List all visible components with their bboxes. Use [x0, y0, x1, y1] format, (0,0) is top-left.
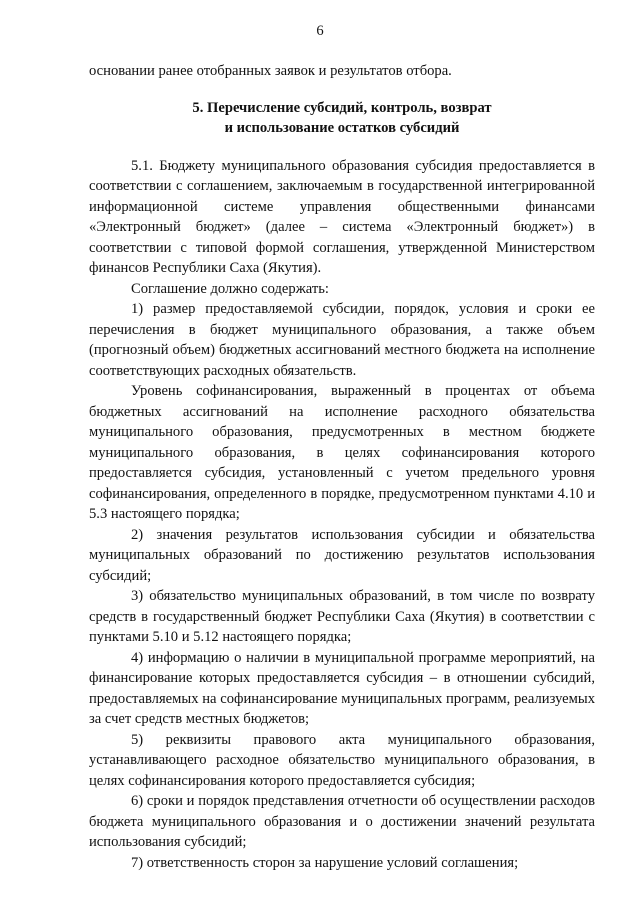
paragraph-item-6: 6) сроки и порядок представления отчетности об осуществлении расходов бюджета муниципального образования и о достижении значений результата использования субсидий; [89, 793, 595, 850]
section-heading [89, 98, 595, 139]
paragraph-item-5: 5) реквизиты правового акта муниципального образования, устанавливающего расходное обязательство муниципального образования, в целях софинансирования которого предоставляется субсидия; [89, 731, 595, 789]
paragraph-item-2: 2) значения результатов использования субсидии и обязательства муниципальных образований по достижению результатов использования субсидий; [89, 526, 595, 584]
paragraph-cofinancing-level: Уровень софинансирования, выраженный в процентах от объема бюджетных ассигнований на исполнение расходного обязательства муниципального образования, предусмотренных в местном бюджете муниципального образования, в целях софинансирования которого предоставляется субсидия, установленный с учетом предельного уровня софинансирования, определенного в порядке, предусмотренном пунктами 4.10 и 5.3 настоящего порядка; [89, 383, 595, 522]
paragraph-item-7: 7) ответственность сторон за нарушение условий соглашения; [131, 854, 519, 871]
section-heading-line-2: и использование остатков субсидий [224, 120, 460, 136]
paragraph-item-4: 4) информацию о наличии в муниципальной программе мероприятий, на финансирование которых предоставляется субсидия – в отношении субсидий, предоставляемых на софинансирование муниципальных программ, реализуемых за счет средств местных бюджетов; [89, 649, 595, 727]
paragraph-item-1: 1) размер предоставляемой субсидии, порядок, условия и сроки ее перечисления в бюджет муниципального образования, а также объем (прогнозный объем) бюджетных ассигнований местного бюджета на исполнение соответствующих расходных обязательств. [89, 301, 595, 379]
section-heading-line-1: 5. Перечисление субсидий, контроль, возврат [192, 99, 492, 116]
continuation-text: основании ранее отобранных заявок и результатов отбора. [89, 63, 452, 79]
paragraph-agreement-intro: Соглашение должно содержать: [131, 280, 329, 297]
paragraph-item-3: 3) обязательство муниципальных образований, в том числе по возврату средств в государственный бюджет Республики Саха (Якутия) в соответствии с пунктами 5.10 и 5.12 настоящего порядка; [89, 588, 595, 645]
page-number: 6 [316, 23, 324, 39]
document-body [89, 61, 595, 873]
paragraph-5-1: 5.1. Бюджету муниципального образования субсидия предоставляется в соответствии с соглашением, заключаемым в государственной интегрированной информационной системе управления общественными финансами «Электронный бюджет» (далее – система «Электронный бюджет») в соответствии с типовой формой соглашения, утвержденной Министерством финансов Республики Саха (Якутия). [89, 157, 595, 276]
